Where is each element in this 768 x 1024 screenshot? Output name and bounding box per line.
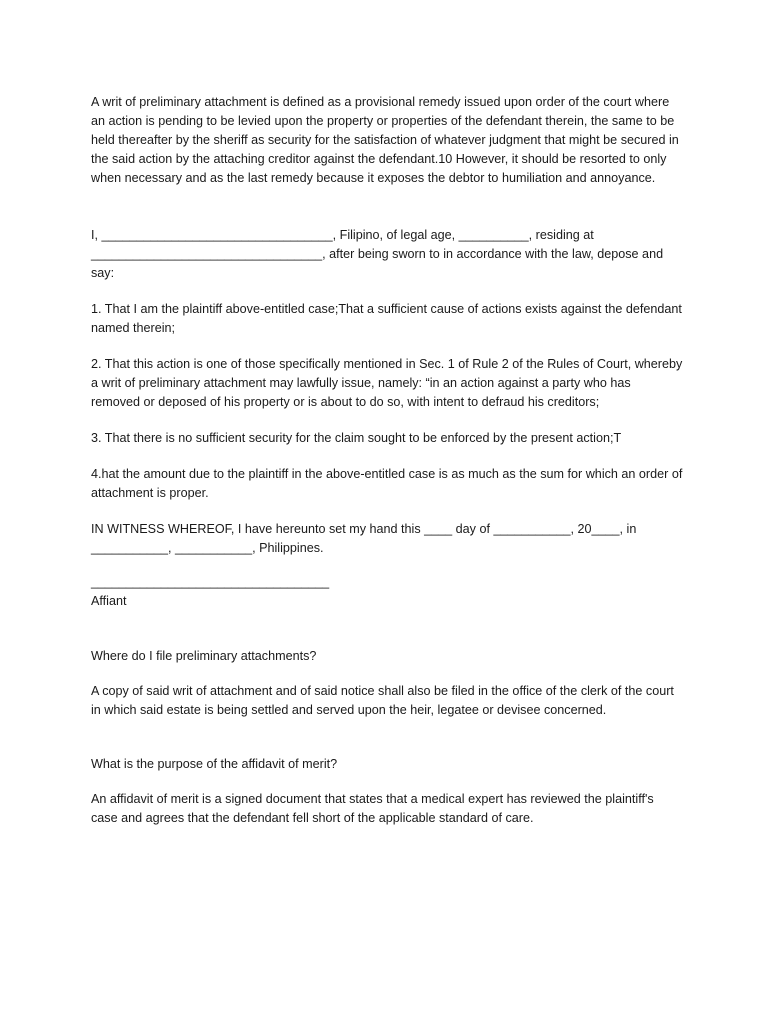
faq-question-1: Where do I file preliminary attachments? [91, 649, 317, 663]
affiant-label: Affiant [91, 594, 127, 608]
numbered-item-2: 2. That this action is one of those specifically mentioned in Sec. 1 of Rule 2 of the Rules of Court, whereby a writ of preliminary attachment may lawfully issue, namely: “in an action against a party who has removed or deposed of his property or is about to do so, with intent to defraud his creditors; [91, 357, 686, 409]
numbered-item-4: 4.hat the amount due to the plaintiff in the above-entitled case is as much as the sum for which an order of attachment is proper. [91, 467, 686, 500]
numbered-item-1: 1. That I am the plaintiff above-entitled case;That a sufficient cause of actions exists against the defendant named therein; [91, 302, 686, 335]
witness-paragraph: IN WITNESS WHEREOF, I have hereunto set my hand this ____ day of ___________, 20____, in ___________, ___________, Philippines. [91, 522, 640, 555]
numbered-item-3: 3. That there is no sufficient security for the claim sought to be enforced by the present action;T [91, 431, 622, 445]
affiant-identity-paragraph: I, _________________________________, Filipino, of legal age, __________, residing at _________________________________, after being sworn to in accordance with the law, depose and say: [91, 228, 667, 280]
document-body [91, 93, 686, 863]
faq-answer-1: A copy of said writ of attachment and of said notice shall also be filed in the office of the clerk of the court in which said estate is being settled and served upon the heir, legatee or devisee concerned. [91, 684, 678, 717]
signature-line: __________________________________ [91, 575, 330, 589]
intro-paragraph: A writ of preliminary attachment is defined as a provisional remedy issued upon order of the court where an action is pending to be levied upon the property or properties of the defendant therein, the same to be held thereafter by the sheriff as security for the satisfaction of whatever judgment that might be secured in the said action by the attaching creditor against the defendant.10 However, it should be resorted to only when necessary and as the last remedy because it exposes the debtor to humiliation and annoyance. [91, 95, 683, 185]
faq-question-2: What is the purpose of the affidavit of merit? [91, 757, 338, 771]
faq-answer-2: An affidavit of merit is a signed document that states that a medical expert has reviewed the plaintiff's case and agrees that the defendant fell short of the applicable standard of care. [91, 792, 658, 825]
